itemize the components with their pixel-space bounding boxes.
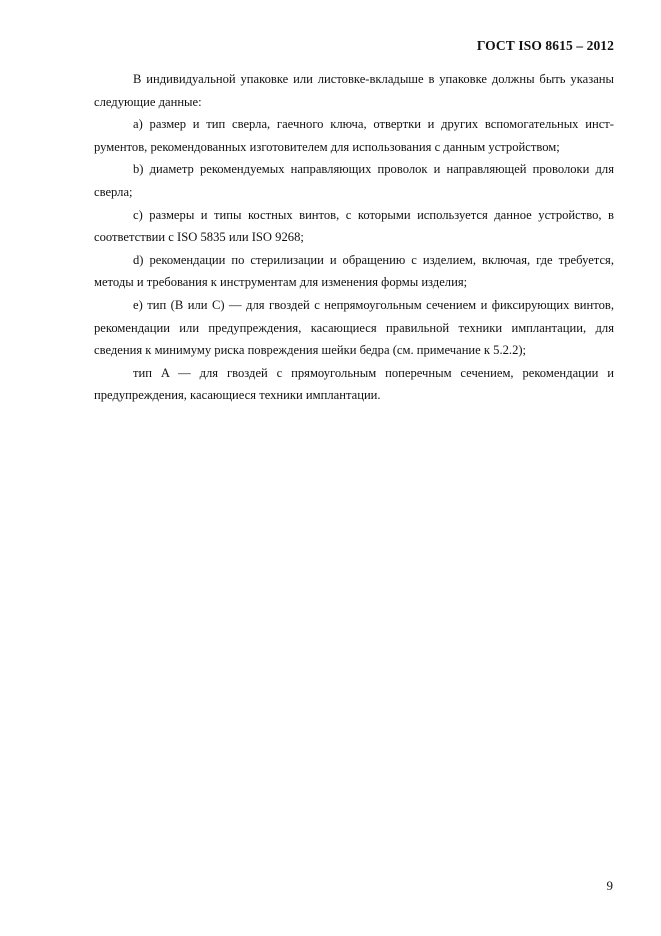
- list-item-e-type-a: тип A — для гвоздей с прямоугольным поперечным сечением, рекомендации и предупреждения, касающиеся техники имплантации.: [94, 365, 614, 403]
- list-item-d: d) рекомендации по стерилизации и обращению с изделием, включая, где требуется, методы и требования к инструментам для изменения формы изделия;: [94, 252, 614, 290]
- list-item-b: b) диаметр рекомендуемых направляющих проволок и направляющей проволоки для сверла;: [94, 162, 614, 199]
- list-item-c: c) размеры и типы костных винтов, с которыми используется данное устройство, в соответствии с ISO 5835 или ISO 9268;: [94, 207, 614, 245]
- page-number: 9: [606, 878, 613, 893]
- document-header: ГОСТ ISO 8615 – 2012: [476, 38, 614, 53]
- body-text: [94, 68, 614, 407]
- paragraph-intro: В индивидуальной упаковке или листовке-вкладыше в упаковке должны быть указаны следующие данные:: [94, 72, 614, 109]
- list-item-a: а) размер и тип сверла, гаечного ключа, отвертки и других вспомогательных инструментов, рекомендованных изготовителем для использования с данным устройством;: [94, 117, 614, 154]
- list-item-e: e) тип (B или C) — для гвоздей с непрямоугольным сечением и фиксирующих винтов, рекомендации или предупреждения, касающиеся правильной техники имплантации, для сведения к минимуму риска повреждения шейки бедра (см. примечание к 5.2.2);: [94, 297, 614, 358]
